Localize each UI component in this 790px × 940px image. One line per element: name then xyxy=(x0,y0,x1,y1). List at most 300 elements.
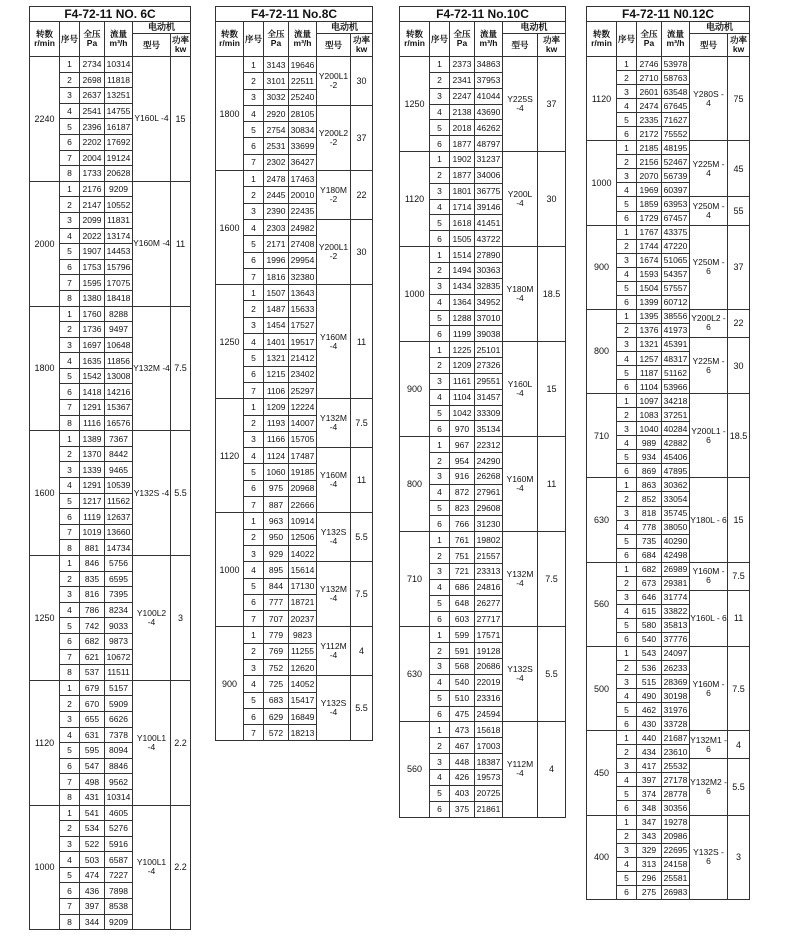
flow-cell: 43690 xyxy=(475,104,503,120)
no-cell: 5 xyxy=(430,785,450,801)
flow-cell: 17571 xyxy=(475,627,503,643)
motor-power-cell: 22 xyxy=(728,309,750,337)
flow-cell: 16187 xyxy=(105,119,133,135)
pressure-cell: 2070 xyxy=(637,169,662,183)
motor-model-cell: Y160M -4 xyxy=(503,437,538,532)
pressure-cell: 329 xyxy=(637,843,662,857)
pressure-cell: 1736 xyxy=(80,322,105,338)
pressure-cell: 1399 xyxy=(637,295,662,309)
no-cell: 1 xyxy=(617,646,637,660)
no-cell: 5 xyxy=(617,281,637,295)
flow-cell: 14052 xyxy=(289,676,317,692)
flow-cell: 47220 xyxy=(662,239,690,253)
motor-power-cell: 7.5 xyxy=(728,562,750,590)
pressure-cell: 1321 xyxy=(264,350,289,366)
speed-cell: 2000 xyxy=(30,181,60,306)
no-cell: 6 xyxy=(60,134,80,150)
motor-power-cell: 75 xyxy=(728,57,750,141)
no-cell: 4 xyxy=(617,183,637,197)
motor-power-cell: 11 xyxy=(351,448,373,513)
flow-cell: 19185 xyxy=(289,464,317,480)
no-cell: 3 xyxy=(60,587,80,603)
pressure-cell: 547 xyxy=(80,758,105,774)
flow-cell: 67457 xyxy=(662,211,690,225)
no-cell: 1 xyxy=(244,171,264,187)
pressure-cell: 1542 xyxy=(80,368,105,384)
no-cell: 4 xyxy=(244,105,264,121)
speed-cell: 1000 xyxy=(587,141,617,225)
flow-cell: 41973 xyxy=(662,323,690,337)
header-model: 型号 xyxy=(503,34,538,57)
flow-cell: 13251 xyxy=(105,88,133,104)
no-cell: 5 xyxy=(617,618,637,632)
flow-cell: 35813 xyxy=(662,618,690,632)
no-cell: 5 xyxy=(60,493,80,509)
motor-power-cell: 37 xyxy=(538,57,566,152)
speed-cell: 1800 xyxy=(216,57,244,171)
flow-cell: 33822 xyxy=(662,604,690,618)
header-flow: 流量 m³/h xyxy=(475,22,503,57)
pressure-cell: 2396 xyxy=(80,119,105,135)
pressure-cell: 673 xyxy=(637,576,662,590)
flow-cell: 10314 xyxy=(105,789,133,805)
pressure-cell: 646 xyxy=(637,590,662,604)
flow-cell: 18418 xyxy=(105,290,133,306)
pressure-cell: 430 xyxy=(637,717,662,731)
no-cell: 4 xyxy=(617,436,637,450)
pressure-cell: 426 xyxy=(450,769,475,785)
no-cell: 3 xyxy=(617,169,637,183)
flow-cell: 17075 xyxy=(105,275,133,291)
flow-cell: 14453 xyxy=(105,244,133,260)
flow-cell: 10314 xyxy=(105,57,133,73)
no-cell: 2 xyxy=(430,358,450,374)
motor-power-cell: 11 xyxy=(728,590,750,646)
no-cell: 4 xyxy=(244,448,264,464)
no-cell: 6 xyxy=(430,801,450,817)
header-speed: 转数 r/min xyxy=(400,22,430,57)
pressure-cell: 1042 xyxy=(450,405,475,421)
pressure-cell: 374 xyxy=(637,787,662,801)
pressure-cell: 2172 xyxy=(637,127,662,141)
no-cell: 4 xyxy=(244,334,264,350)
flow-cell: 16576 xyxy=(105,415,133,431)
no-cell: 2 xyxy=(430,643,450,659)
pressure-cell: 474 xyxy=(80,867,105,883)
flow-cell: 6626 xyxy=(105,711,133,727)
pressure-cell: 844 xyxy=(264,578,289,594)
pressure-cell: 1729 xyxy=(637,211,662,225)
header-motor: 电动机 xyxy=(503,22,566,34)
flow-cell: 8538 xyxy=(105,899,133,915)
flow-cell: 53966 xyxy=(662,380,690,394)
pressure-cell: 1370 xyxy=(80,446,105,462)
pressure-cell: 510 xyxy=(450,690,475,706)
table-panel-1 xyxy=(29,6,191,930)
table-row xyxy=(587,141,750,155)
flow-cell: 30198 xyxy=(662,689,690,703)
flow-cell: 25101 xyxy=(475,342,503,358)
flow-cell: 8288 xyxy=(105,306,133,322)
table-panel-3 xyxy=(399,6,566,818)
no-cell: 1 xyxy=(60,556,80,572)
pressure-cell: 686 xyxy=(450,579,475,595)
no-cell: 6 xyxy=(430,706,450,722)
pressure-cell: 490 xyxy=(637,689,662,703)
flow-cell: 17527 xyxy=(289,317,317,333)
pressure-cell: 1291 xyxy=(80,478,105,494)
speed-cell: 630 xyxy=(400,627,430,722)
header-no: 序号 xyxy=(60,22,80,57)
pressure-cell: 536 xyxy=(637,661,662,675)
no-cell: 2 xyxy=(60,571,80,587)
flow-cell: 31237 xyxy=(475,152,503,168)
flow-cell: 5276 xyxy=(105,821,133,837)
pressure-cell: 1767 xyxy=(637,225,662,239)
no-cell: 6 xyxy=(244,138,264,154)
flow-cell: 14734 xyxy=(105,540,133,556)
no-cell: 1 xyxy=(60,431,80,447)
motor-power-cell: 15 xyxy=(728,478,750,562)
header-power: 功率 kw xyxy=(538,34,566,57)
pressure-cell: 434 xyxy=(637,745,662,759)
motor-model-cell: Y132M1 - 6 xyxy=(690,731,728,759)
flow-cell: 31976 xyxy=(662,703,690,717)
pressure-cell: 895 xyxy=(264,562,289,578)
flow-cell: 9465 xyxy=(105,462,133,478)
flow-cell: 16849 xyxy=(289,708,317,724)
speed-cell: 450 xyxy=(587,731,617,815)
no-cell: 1 xyxy=(430,627,450,643)
no-cell: 3 xyxy=(430,564,450,580)
flow-cell: 45391 xyxy=(662,337,690,351)
motor-model-cell: Y200L1 -2 xyxy=(317,219,351,284)
flow-cell: 54357 xyxy=(662,267,690,281)
no-cell: 7 xyxy=(244,268,264,284)
flow-cell: 15633 xyxy=(289,301,317,317)
pressure-cell: 580 xyxy=(637,618,662,632)
pressure-cell: 1106 xyxy=(264,382,289,398)
table-title: F4-72-11 No.8C xyxy=(216,7,373,22)
motor-model-cell: Y132M2 - 6 xyxy=(690,759,728,815)
flow-cell: 10672 xyxy=(105,649,133,665)
no-cell: 8 xyxy=(60,166,80,182)
pressure-cell: 1877 xyxy=(450,136,475,152)
flow-cell: 39038 xyxy=(475,326,503,342)
motor-model-cell: Y132S - 6 xyxy=(690,815,728,899)
motor-power-cell: 15 xyxy=(538,342,566,437)
flow-cell: 33699 xyxy=(289,138,317,154)
speed-cell: 1250 xyxy=(400,57,430,152)
motor-model-cell: Y132S -4 xyxy=(503,627,538,722)
motor-model-cell: Y180L - 6 xyxy=(690,478,728,562)
pressure-cell: 498 xyxy=(80,774,105,790)
flow-cell: 9033 xyxy=(105,618,133,634)
pressure-cell: 1097 xyxy=(637,394,662,408)
flow-cell: 17130 xyxy=(289,578,317,594)
header-power: 功率 kw xyxy=(171,34,191,57)
no-cell: 5 xyxy=(617,871,637,885)
motor-power-cell: 11 xyxy=(171,181,191,306)
flow-cell: 20986 xyxy=(662,829,690,843)
table-row xyxy=(587,815,750,829)
header-speed: 转数 r/min xyxy=(587,22,617,57)
pressure-cell: 467 xyxy=(450,738,475,754)
table-row xyxy=(216,513,373,529)
pressure-cell: 599 xyxy=(450,627,475,643)
speed-cell: 1250 xyxy=(30,556,60,681)
pressure-cell: 615 xyxy=(637,604,662,618)
pressure-cell: 777 xyxy=(264,594,289,610)
no-cell: 4 xyxy=(430,674,450,690)
flow-cell: 31774 xyxy=(662,590,690,604)
no-cell: 4 xyxy=(617,267,637,281)
pressure-cell: 735 xyxy=(637,534,662,548)
flow-cell: 18387 xyxy=(475,754,503,770)
table-row xyxy=(30,680,191,696)
flow-cell: 10552 xyxy=(105,197,133,213)
pressure-cell: 2601 xyxy=(637,85,662,99)
flow-cell: 12637 xyxy=(105,509,133,525)
no-cell: 5 xyxy=(60,743,80,759)
no-cell: 8 xyxy=(60,665,80,681)
flow-cell: 7367 xyxy=(105,431,133,447)
pressure-cell: 816 xyxy=(80,587,105,603)
pressure-cell: 1593 xyxy=(637,267,662,281)
motor-model-cell: Y112M -4 xyxy=(317,627,351,676)
pressure-cell: 603 xyxy=(450,611,475,627)
no-cell: 1 xyxy=(617,478,637,492)
flow-cell: 30363 xyxy=(475,262,503,278)
motor-power-cell: 4 xyxy=(351,627,373,676)
pressure-cell: 534 xyxy=(80,821,105,837)
flow-cell: 11511 xyxy=(105,665,133,681)
spec-table xyxy=(215,6,373,741)
flow-cell: 42882 xyxy=(662,436,690,450)
motor-model-cell: Y160M - 6 xyxy=(690,562,728,590)
pressure-cell: 348 xyxy=(637,801,662,815)
flow-cell: 15705 xyxy=(289,431,317,447)
no-cell: 7 xyxy=(244,154,264,170)
pressure-cell: 3032 xyxy=(264,89,289,105)
speed-cell: 1000 xyxy=(400,247,430,342)
no-cell: 3 xyxy=(617,422,637,436)
speed-cell: 1600 xyxy=(216,171,244,285)
pressure-cell: 2335 xyxy=(637,113,662,127)
no-cell: 1 xyxy=(617,562,637,576)
no-cell: 1 xyxy=(617,57,637,71)
pressure-cell: 503 xyxy=(80,852,105,868)
pressure-cell: 2247 xyxy=(450,88,475,104)
no-cell: 2 xyxy=(244,73,264,89)
pressure-cell: 1744 xyxy=(637,239,662,253)
no-cell: 3 xyxy=(617,675,637,689)
pressure-cell: 473 xyxy=(450,722,475,738)
flow-cell: 7378 xyxy=(105,727,133,743)
no-cell: 5 xyxy=(617,366,637,380)
no-cell: 3 xyxy=(244,89,264,105)
no-cell: 8 xyxy=(60,914,80,930)
pressure-cell: 823 xyxy=(450,500,475,516)
flow-cell: 14755 xyxy=(105,103,133,119)
speed-cell: 800 xyxy=(400,437,430,532)
no-cell: 6 xyxy=(244,366,264,382)
flow-cell: 32380 xyxy=(289,268,317,284)
flow-cell: 20686 xyxy=(475,659,503,675)
motor-model-cell: Y200L -4 xyxy=(503,152,538,247)
no-cell: 2 xyxy=(244,643,264,659)
pressure-cell: 448 xyxy=(450,754,475,770)
no-cell: 6 xyxy=(244,594,264,610)
motor-power-cell: 18.5 xyxy=(728,394,750,478)
no-cell: 4 xyxy=(430,104,450,120)
pressure-cell: 1454 xyxy=(264,317,289,333)
flow-cell: 29551 xyxy=(475,373,503,389)
pressure-cell: 963 xyxy=(264,513,289,529)
flow-cell: 26277 xyxy=(475,595,503,611)
pressure-cell: 2445 xyxy=(264,187,289,203)
no-cell: 6 xyxy=(617,548,637,562)
flow-cell: 11255 xyxy=(289,643,317,659)
no-cell: 3 xyxy=(430,468,450,484)
flow-cell: 20968 xyxy=(289,480,317,496)
pressure-cell: 1505 xyxy=(450,231,475,247)
flow-cell: 60712 xyxy=(662,295,690,309)
pressure-cell: 1187 xyxy=(637,366,662,380)
motor-power-cell: 3 xyxy=(728,815,750,899)
speed-cell: 560 xyxy=(400,722,430,817)
no-cell: 4 xyxy=(60,727,80,743)
pressure-cell: 2022 xyxy=(80,228,105,244)
flow-cell: 32835 xyxy=(475,278,503,294)
no-cell: 7 xyxy=(60,150,80,166)
no-cell: 5 xyxy=(60,119,80,135)
pressure-cell: 436 xyxy=(80,883,105,899)
table-row xyxy=(587,225,750,239)
flow-cell: 46262 xyxy=(475,120,503,136)
no-cell: 1 xyxy=(244,627,264,643)
pressure-cell: 929 xyxy=(264,545,289,561)
flow-cell: 9562 xyxy=(105,774,133,790)
pressure-cell: 475 xyxy=(450,706,475,722)
motor-power-cell: 22 xyxy=(351,171,373,220)
no-cell: 1 xyxy=(60,181,80,197)
no-cell: 3 xyxy=(60,836,80,852)
pressure-cell: 296 xyxy=(637,871,662,885)
motor-model-cell: Y250M - 6 xyxy=(690,225,728,309)
flow-cell: 39146 xyxy=(475,199,503,215)
flow-cell: 20237 xyxy=(289,611,317,627)
flow-cell: 28369 xyxy=(662,675,690,689)
pressure-cell: 1595 xyxy=(80,275,105,291)
no-cell: 6 xyxy=(617,801,637,815)
flow-cell: 12224 xyxy=(289,399,317,415)
pressure-cell: 1225 xyxy=(450,342,475,358)
header-pressure: 全压 Pa xyxy=(80,22,105,57)
motor-power-cell: 30 xyxy=(351,57,373,106)
flow-cell: 28778 xyxy=(662,787,690,801)
flow-cell: 57557 xyxy=(662,281,690,295)
flow-cell: 25240 xyxy=(289,89,317,105)
motor-model-cell: Y132M -4 xyxy=(503,532,538,627)
pressure-cell: 769 xyxy=(264,643,289,659)
pressure-cell: 313 xyxy=(637,857,662,871)
pressure-cell: 1877 xyxy=(450,167,475,183)
pressure-cell: 2341 xyxy=(450,72,475,88)
table-row xyxy=(216,627,373,643)
no-cell: 3 xyxy=(617,253,637,267)
motor-model-cell: Y100L1 -4 xyxy=(133,680,171,805)
flow-cell: 24816 xyxy=(475,579,503,595)
motor-model-cell: Y225M - 6 xyxy=(690,337,728,393)
flow-cell: 14022 xyxy=(289,545,317,561)
flow-cell: 13008 xyxy=(105,368,133,384)
pressure-cell: 989 xyxy=(637,436,662,450)
no-cell: 1 xyxy=(430,342,450,358)
pressure-cell: 440 xyxy=(637,731,662,745)
flow-cell: 27408 xyxy=(289,236,317,252)
no-cell: 3 xyxy=(430,183,450,199)
pressure-cell: 967 xyxy=(450,437,475,453)
pressure-cell: 2004 xyxy=(80,150,105,166)
pressure-cell: 537 xyxy=(80,665,105,681)
flow-cell: 20725 xyxy=(475,785,503,801)
pressure-cell: 417 xyxy=(637,759,662,773)
flow-cell: 22312 xyxy=(475,437,503,453)
pressure-cell: 621 xyxy=(80,649,105,665)
motor-power-cell: 15 xyxy=(171,57,191,182)
table-row xyxy=(587,57,750,71)
no-cell: 5 xyxy=(60,244,80,260)
motor-model-cell: Y225M - 4 xyxy=(690,141,728,197)
no-cell: 1 xyxy=(244,57,264,73)
table-row xyxy=(587,646,750,660)
flow-cell: 27178 xyxy=(662,773,690,787)
pressure-cell: 344 xyxy=(80,914,105,930)
pressure-cell: 751 xyxy=(450,548,475,564)
no-cell: 2 xyxy=(617,661,637,675)
pressure-cell: 543 xyxy=(637,646,662,660)
no-cell: 2 xyxy=(60,446,80,462)
table-row xyxy=(587,562,750,576)
flow-cell: 37953 xyxy=(475,72,503,88)
header-pressure: 全压 Pa xyxy=(450,22,475,57)
no-cell: 5 xyxy=(60,618,80,634)
flow-cell: 8094 xyxy=(105,743,133,759)
pressure-cell: 1418 xyxy=(80,384,105,400)
table-row xyxy=(30,57,191,73)
no-cell: 2 xyxy=(617,745,637,759)
pressure-cell: 1217 xyxy=(80,493,105,509)
flow-cell: 12506 xyxy=(289,529,317,545)
motor-model-cell: Y200L2 -2 xyxy=(317,105,351,170)
flow-cell: 43722 xyxy=(475,231,503,247)
pressure-cell: 1083 xyxy=(637,408,662,422)
flow-cell: 11562 xyxy=(105,493,133,509)
no-cell: 1 xyxy=(60,306,80,322)
flow-cell: 34952 xyxy=(475,294,503,310)
pressure-cell: 1339 xyxy=(80,462,105,478)
no-cell: 4 xyxy=(617,520,637,534)
motor-power-cell: 2.2 xyxy=(171,805,191,930)
speed-cell: 2240 xyxy=(30,57,60,182)
pressure-cell: 540 xyxy=(637,632,662,646)
flow-cell: 38050 xyxy=(662,520,690,534)
motor-model-cell: Y160M -4 xyxy=(317,448,351,513)
flow-cell: 17487 xyxy=(289,448,317,464)
no-cell: 5 xyxy=(430,690,450,706)
no-cell: 3 xyxy=(430,754,450,770)
